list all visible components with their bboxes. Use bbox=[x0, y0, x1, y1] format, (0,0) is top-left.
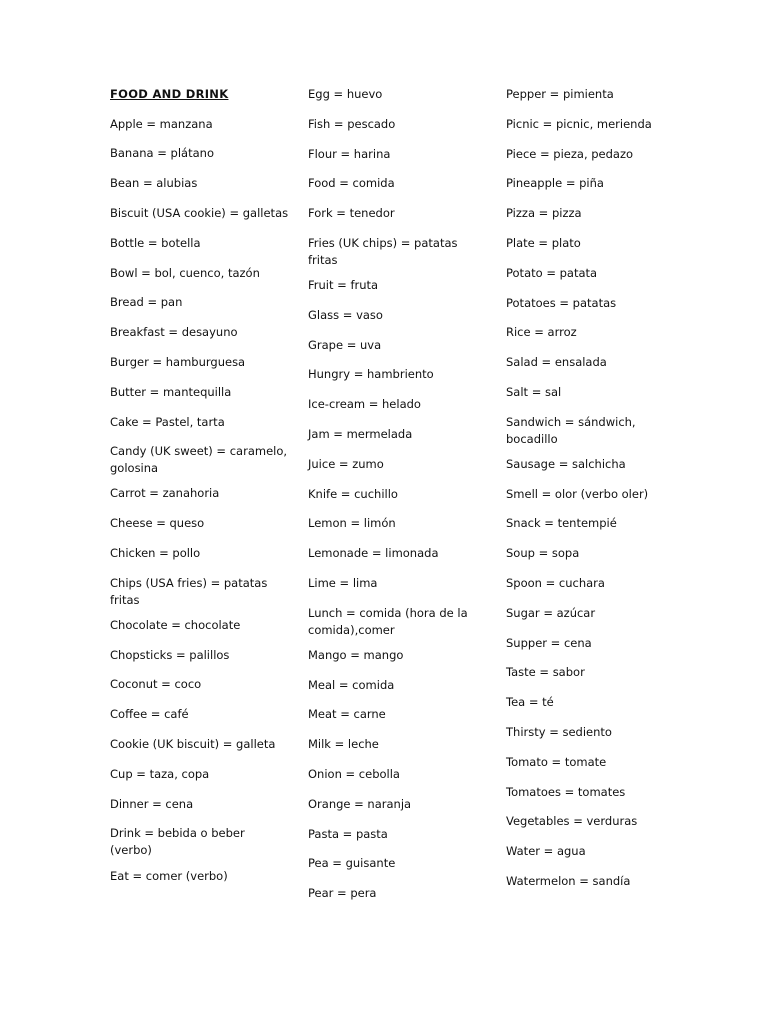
vocab-entry: Glass = vaso bbox=[308, 307, 383, 322]
vocab-entry: Sugar = azúcar bbox=[506, 605, 596, 620]
vocab-entry: Cup = taza, copa bbox=[110, 766, 210, 781]
vocab-entry: Bean = alubias bbox=[110, 176, 198, 191]
vocab-entry: Carrot = zanahoria bbox=[110, 486, 220, 501]
vocab-entry: Soup = sopa bbox=[506, 546, 580, 561]
vocab-entry: Lemon = limón bbox=[308, 516, 396, 531]
vocab-entry: Spoon = cuchara bbox=[506, 576, 605, 591]
vocab-entry: Bottle = botella bbox=[110, 235, 201, 250]
vocab-entry: Picnic = picnic, merienda bbox=[506, 116, 652, 131]
vocab-entry: Fruit = fruta bbox=[308, 278, 379, 293]
vocab-entry: Ice-cream = helado bbox=[308, 397, 421, 412]
page-title: FOOD AND DRINK bbox=[110, 87, 229, 101]
vocab-entry: Butter = mantequilla bbox=[110, 384, 232, 399]
vocab-entry: Cheese = queso bbox=[110, 516, 205, 531]
vocab-entry: Juice = zumo bbox=[308, 456, 384, 471]
vocab-entry: Sausage = salchicha bbox=[506, 456, 626, 471]
vocab-entry: Orange = naranja bbox=[308, 796, 412, 811]
vocab-entry: Mango = mango bbox=[308, 647, 404, 662]
vocab-entry: Eat = comer (verbo) bbox=[110, 868, 228, 883]
vocab-entry: Cookie (UK biscuit) = galleta bbox=[110, 737, 276, 752]
vocab-entry: Snack = tentempié bbox=[506, 516, 617, 531]
vocab-entry: Supper = cena bbox=[506, 635, 592, 650]
vocab-entry: Coconut = coco bbox=[110, 677, 202, 692]
vocab-entry: Smell = olor (verbo oler) bbox=[506, 486, 649, 501]
vocab-entry: Pizza = pizza bbox=[506, 206, 582, 221]
vocab-entry: Tea = té bbox=[506, 695, 554, 710]
vocab-entry: Apple = manzana bbox=[110, 116, 213, 131]
vocab-entry: Pasta = pasta bbox=[308, 826, 388, 841]
vocab-entry: Drink = bebida o beber (verbo) bbox=[110, 826, 245, 858]
vocab-entry: Fries (UK chips) = patatas fritas bbox=[308, 236, 458, 267]
vocab-entry: Dinner = cena bbox=[110, 796, 194, 811]
vocab-entry: Hungry = hambriento bbox=[308, 367, 434, 382]
vocab-entry: Jam = mermelada bbox=[308, 427, 413, 442]
vocab-entry: Plate = plato bbox=[506, 236, 581, 250]
vocab-entry: Biscuit (USA cookie) = galletas bbox=[110, 206, 289, 220]
vocab-entry: Tomatoes = tomates bbox=[506, 784, 626, 799]
vocab-entry: Onion = cebolla bbox=[308, 767, 400, 782]
vocab-entry: Burger = hamburguesa bbox=[110, 355, 246, 369]
vocab-entry: Food = comida bbox=[308, 176, 395, 191]
vocab-entry: Chopsticks = palillos bbox=[110, 647, 230, 662]
vocab-entry: Milk = leche bbox=[308, 737, 379, 752]
vocab-entry: Breakfast = desayuno bbox=[110, 325, 238, 340]
vocab-entry: Sandwich = sándwich, bocadillo bbox=[506, 414, 636, 446]
vocab-entry: Lime = lima bbox=[308, 576, 378, 591]
vocab-column-1 bbox=[110, 86, 290, 883]
vocab-entry: Tomato = tomate bbox=[506, 754, 607, 769]
vocab-entry: Vegetables = verduras bbox=[506, 814, 638, 829]
vocab-entry: Banana = plátano bbox=[110, 146, 214, 161]
vocab-entry: Flour = harina bbox=[308, 146, 391, 161]
vocab-entry: Chocolate = chocolate bbox=[110, 617, 241, 632]
vocab-entry: Coffee = café bbox=[110, 707, 189, 722]
vocab-entry: Watermelon = sandía bbox=[506, 874, 631, 889]
vocab-entry: Thirsty = sediento bbox=[506, 725, 612, 740]
vocab-entry: Chips (USA fries) = patatas fritas bbox=[110, 575, 268, 607]
vocab-entry: Lemonade = limonada bbox=[308, 546, 439, 561]
vocab-entry: Lunch = comida (hora de la comida),comer bbox=[308, 605, 468, 637]
vocab-entry: Bread = pan bbox=[110, 295, 183, 310]
vocab-entry: Meal = comida bbox=[308, 677, 395, 692]
vocab-entry: Rice = arroz bbox=[506, 325, 577, 340]
vocab-entry: Cake = Pastel, tarta bbox=[110, 414, 225, 429]
vocab-entry: Fork = tenedor bbox=[308, 206, 395, 221]
vocab-entry: Salad = ensalada bbox=[506, 355, 607, 370]
vocab-entry: Pepper = pimienta bbox=[506, 87, 614, 101]
vocab-entry: Piece = pieza, pedazo bbox=[506, 146, 634, 161]
vocab-entry: Knife = cuchillo bbox=[308, 486, 398, 501]
vocab-entry: Candy (UK sweet) = caramelo, golosina bbox=[110, 444, 288, 476]
vocab-entry: Grape = uva bbox=[308, 337, 382, 352]
vocab-entry: Water = agua bbox=[506, 844, 586, 859]
vocab-entry: Meat = carne bbox=[308, 707, 386, 722]
vocab-entry: Egg = huevo bbox=[308, 87, 383, 101]
vocab-entry: Potatoes = patatas bbox=[506, 295, 617, 310]
vocab-entry: Taste = sabor bbox=[506, 665, 585, 680]
vocab-entry: Pear = pera bbox=[308, 886, 377, 901]
vocab-entry: Fish = pescado bbox=[308, 116, 396, 131]
vocab-entry: Potato = patata bbox=[506, 265, 598, 280]
vocab-entry: Pea = guisante bbox=[308, 856, 396, 871]
vocab-entry: Chicken = pollo bbox=[110, 546, 201, 561]
vocab-entry: Bowl = bol, cuenco, tazón bbox=[110, 265, 260, 280]
vocab-entry: Salt = sal bbox=[506, 385, 562, 399]
vocab-entry: Pineapple = piña bbox=[506, 176, 604, 191]
